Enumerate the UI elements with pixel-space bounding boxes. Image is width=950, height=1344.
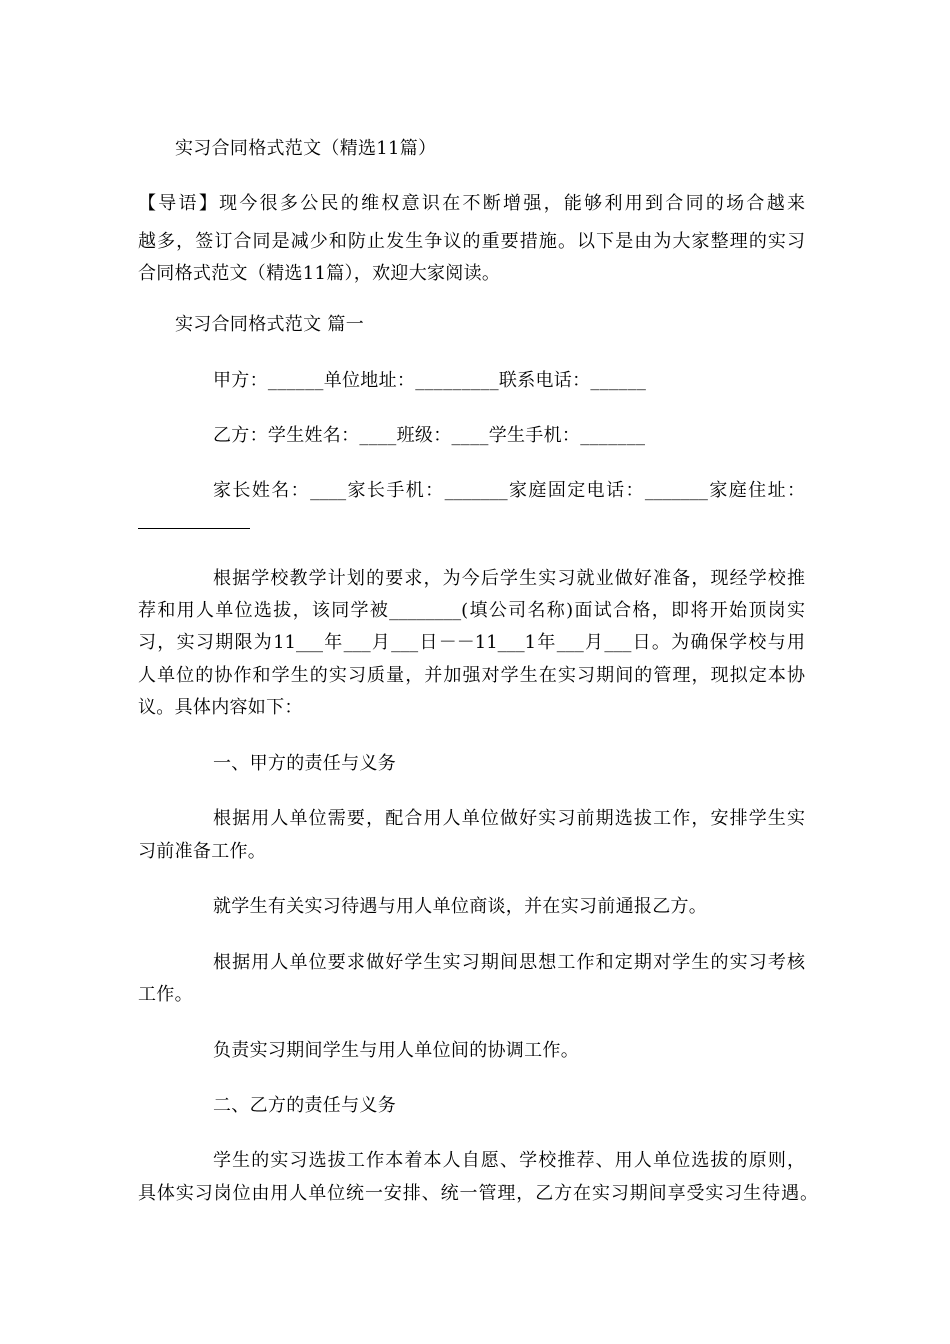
heading-party-a-duties: 一、甲方的责任与义务: [213, 753, 396, 774]
intro-line-2: 越多，签订合同是减少和防止发生争议的重要措施。以下是由为大家整理的实习: [138, 231, 805, 252]
b-item-1-line-1: 学生的实习选拔工作本着本人自愿、学校推荐、用人单位选拔的原则，: [213, 1150, 805, 1171]
a-item-1-line-2: 习前准备工作。: [138, 841, 267, 862]
a-item-3-line-2: 工作。: [138, 984, 193, 1005]
parent-info-line: 家长姓名：____家长手机：_______家庭固定电话：_______家庭住址：: [213, 480, 805, 501]
body-para-line-4: 人单位的协作和学生的实习质量，并加强对学生在实习期间的管理，现拟定本协: [138, 665, 805, 686]
document-title: 实习合同格式范文（精选11篇）: [175, 138, 437, 159]
intro-line-1: 【导语】现今很多公民的维权意识在不断增强，能够利用到合同的场合越来: [138, 193, 805, 214]
a-item-4: 负责实习期间学生与用人单位间的协调工作。: [213, 1040, 579, 1061]
party-a-line: 甲方：______单位地址：_________联系电话：______: [213, 370, 647, 391]
a-item-1-line-1: 根据用人单位需要，配合用人单位做好实习前期选拔工作，安排学生实: [213, 808, 805, 829]
a-item-3-line-1: 根据用人单位要求做好学生实习期间思想工作和定期对学生的实习考核: [213, 952, 805, 973]
body-para-line-5: 议。具体内容如下：: [138, 697, 303, 718]
intro-line-3: 合同格式范文（精选11篇），欢迎大家阅读。: [138, 263, 501, 284]
body-para-line-1: 根据学校教学计划的要求，为今后学生实习就业做好准备，现经学校推: [213, 568, 805, 589]
body-para-line-2: 荐和用人单位选拔，该同学被________(填公司名称)面试合格，即将开始顶岗实: [138, 600, 805, 621]
address-blank-line: [138, 528, 250, 529]
party-b-line: 乙方：学生姓名：____班级：____学生手机：_______: [213, 425, 646, 446]
heading-party-b-duties: 二、乙方的责任与义务: [213, 1095, 396, 1116]
section-heading: 实习合同格式范文 篇一: [175, 314, 365, 335]
b-item-1-line-2: 具体实习岗位由用人单位统一安排、统一管理，乙方在实习期间享受实习生待遇。: [138, 1183, 818, 1204]
body-para-line-3: 习，实习期限为11___年___月___日－－11___1年___月___日。为确保学校与用: [138, 632, 805, 653]
a-item-2: 就学生有关实习待遇与用人单位商谈，并在实习前通报乙方。: [213, 896, 708, 917]
